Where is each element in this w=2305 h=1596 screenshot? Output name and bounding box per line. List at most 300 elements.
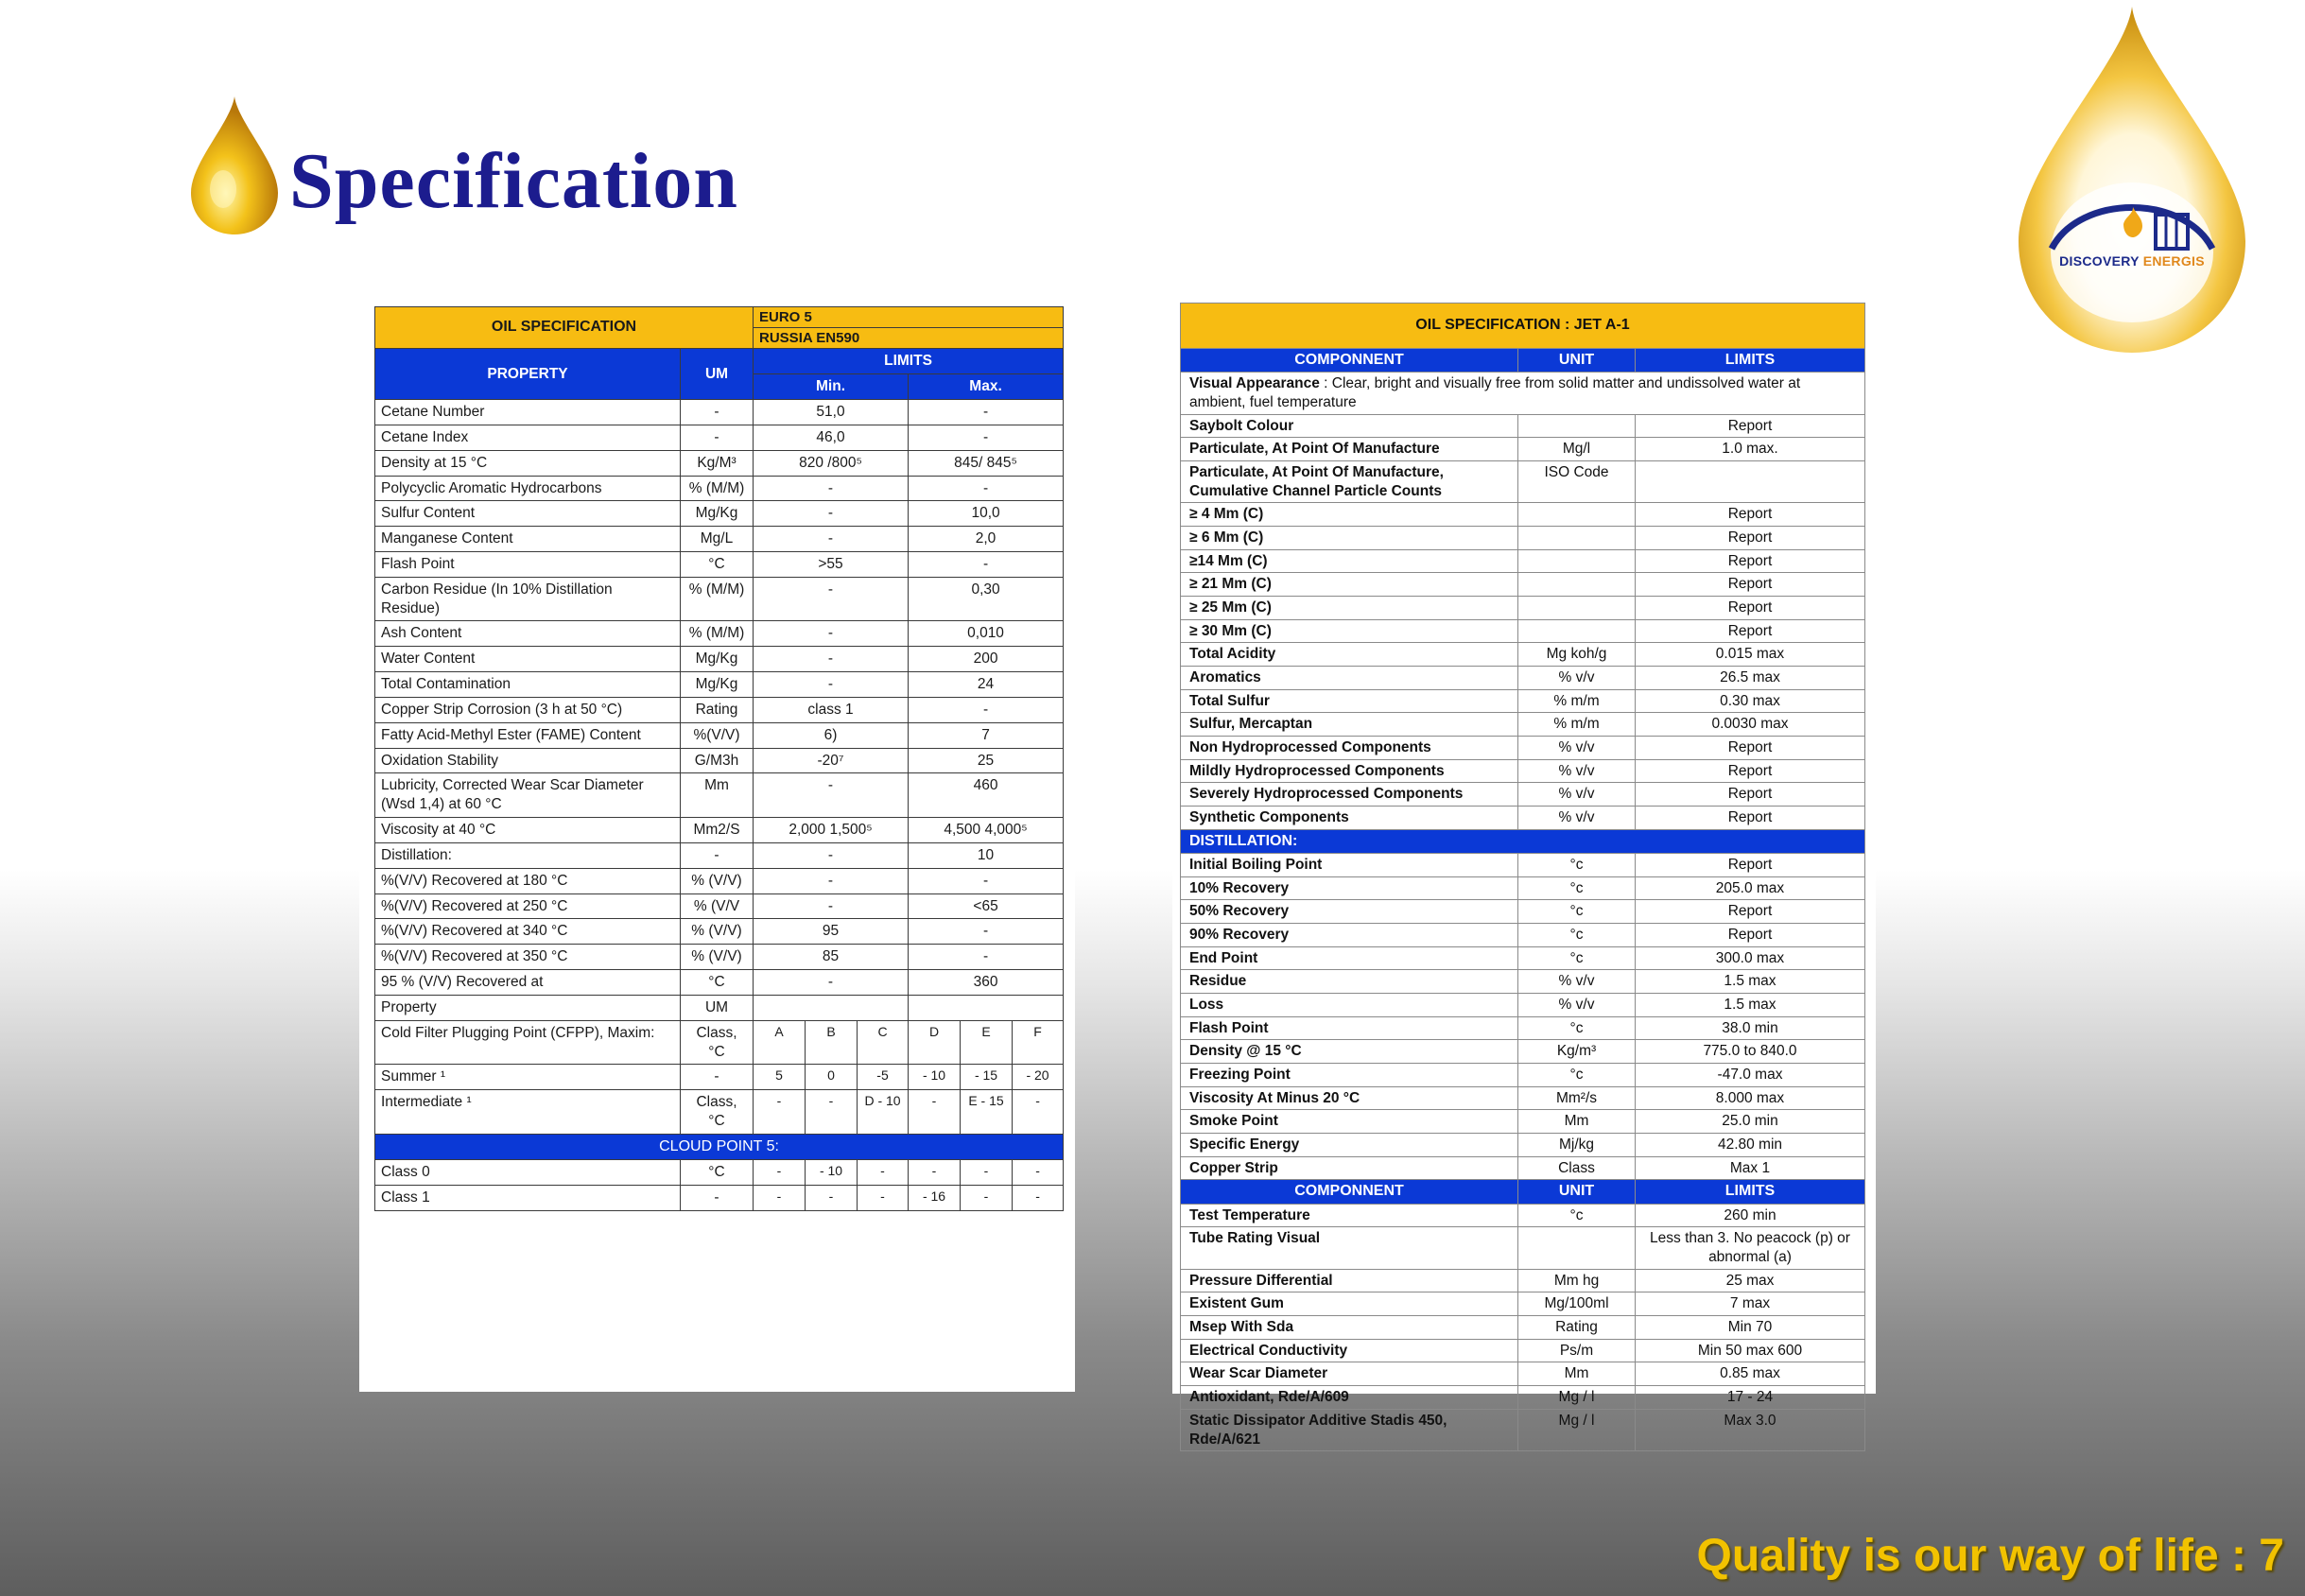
table-row (1181, 527, 1865, 550)
property-cell: Class 0 (375, 1160, 681, 1186)
class-value-cell: - 15 (961, 1065, 1013, 1090)
max-cell: 845/ 845⁵ (909, 450, 1064, 476)
footer-tagline: Quality is our way of life : 7 (1696, 1531, 2284, 1581)
table-row (1181, 597, 1865, 620)
min-cell: - (754, 476, 909, 501)
limits-cell: Report (1636, 807, 1865, 830)
property-cell: Ash Content (375, 621, 681, 647)
min-cell: >55 (754, 552, 909, 578)
table-row (1181, 1204, 1865, 1227)
um-cell: - (681, 400, 754, 425)
limits-cell: 17 - 24 (1636, 1386, 1865, 1410)
component-cell: Aromatics (1181, 667, 1518, 690)
class-value-cell: - (806, 1090, 858, 1135)
min-cell: 51,0 (754, 400, 909, 425)
component-cell: Test Temperature (1181, 1204, 1518, 1227)
property-cell: Viscosity at 40 °C (375, 818, 681, 843)
unit-cell: °c (1518, 854, 1636, 877)
table-row (375, 476, 1064, 501)
limits-cell: Report (1636, 573, 1865, 597)
table-row (375, 995, 1064, 1020)
component-cell: Synthetic Components (1181, 807, 1518, 830)
table-row (1181, 573, 1865, 597)
max-cell: - (909, 868, 1064, 893)
table-row (375, 842, 1064, 868)
unit-cell (1518, 503, 1636, 527)
table-row (1181, 667, 1865, 690)
table-row (375, 945, 1064, 970)
unit-cell: Mm²/s (1518, 1086, 1636, 1110)
component-cell: Loss (1181, 994, 1518, 1017)
limits-cell: 205.0 max (1636, 876, 1865, 900)
class-row (375, 1065, 1064, 1090)
class-value-cell: - (1013, 1090, 1064, 1135)
component-cell: ≥14 Mm (C) (1181, 549, 1518, 573)
class-value-cell: - 10 (806, 1160, 858, 1186)
table-row (1181, 1292, 1865, 1316)
unit-cell (1518, 573, 1636, 597)
cfpp-row (375, 1020, 1064, 1065)
property-cell: %(V/V) Recovered at 350 °C (375, 945, 681, 970)
um-cell: G/M3h (681, 748, 754, 773)
component-cell: Residue (1181, 970, 1518, 994)
class-header-cell: D (909, 1020, 961, 1065)
limits-cell: Report (1636, 854, 1865, 877)
limits-cell: Less than 3. No peacock (p) or abnormal (a) (1636, 1227, 1865, 1269)
um-cell: Mm2/S (681, 818, 754, 843)
table-row (1181, 643, 1865, 667)
unit-cell: Mm hg (1518, 1269, 1636, 1292)
limits-cell: Report (1636, 759, 1865, 783)
min-cell: 46,0 (754, 425, 909, 450)
class-value-cell: - 16 (909, 1186, 961, 1211)
property-cell: Polycyclic Aromatic Hydrocarbons (375, 476, 681, 501)
class-header-cell: A (754, 1020, 806, 1065)
min-cell: - (754, 672, 909, 698)
component-cell: Non Hydroprocessed Components (1181, 737, 1518, 760)
standard-euro5: EURO 5 (754, 307, 1064, 328)
unit-cell (1518, 527, 1636, 550)
limits-cell (1636, 461, 1865, 503)
table-row (375, 970, 1064, 996)
component-cell: Msep With Sda (1181, 1316, 1518, 1340)
unit-cell: % v/v (1518, 807, 1636, 830)
max-cell: 360 (909, 970, 1064, 996)
component-cell: 90% Recovery (1181, 924, 1518, 947)
limits-cell: Report (1636, 783, 1865, 807)
property-cell: %(V/V) Recovered at 340 °C (375, 919, 681, 945)
unit-cell: Mg / l (1518, 1386, 1636, 1410)
table-row (1181, 1040, 1865, 1064)
um-cell: °C (681, 970, 754, 996)
unit-cell: % v/v (1518, 737, 1636, 760)
component-cell: ≥ 6 Mm (C) (1181, 527, 1518, 550)
header-limits: LIMITS (754, 349, 1064, 374)
table-row (375, 621, 1064, 647)
table-row (375, 818, 1064, 843)
component-cell: Antioxidant, Rde/A/609 (1181, 1386, 1518, 1410)
unit-cell (1518, 619, 1636, 643)
unit-cell: °c (1518, 1016, 1636, 1040)
component-cell: Copper Strip (1181, 1156, 1518, 1180)
discovery-energis-logo (2014, 5, 2250, 355)
unit-cell (1518, 549, 1636, 573)
unit-cell (1518, 597, 1636, 620)
limits-cell: Max 1 (1636, 1156, 1865, 1180)
limits-cell: 260 min (1636, 1204, 1865, 1227)
logo-word-discovery: DISCOVERY (2059, 253, 2140, 269)
table-row (375, 400, 1064, 425)
class-header-cell: C (858, 1020, 909, 1065)
standard-russia: RUSSIA EN590 (754, 328, 1064, 349)
limits-cell: 1.5 max (1636, 994, 1865, 1017)
limits-cell: Max 3.0 (1636, 1409, 1865, 1450)
limits-cell: Report (1636, 900, 1865, 924)
unit-cell: °c (1518, 900, 1636, 924)
component-cell: Flash Point (1181, 1016, 1518, 1040)
um-cell: Class, °C (681, 1020, 754, 1065)
class-value-cell: - (754, 1160, 806, 1186)
table-row (1181, 1134, 1865, 1157)
min-cell: -20⁷ (754, 748, 909, 773)
unit-cell: Rating (1518, 1316, 1636, 1340)
class-value-cell: - (754, 1186, 806, 1211)
class-value-cell: - (1013, 1186, 1064, 1211)
component-cell: ≥ 4 Mm (C) (1181, 503, 1518, 527)
limits-cell: Report (1636, 527, 1865, 550)
max-cell: 24 (909, 672, 1064, 698)
component-cell: Saybolt Colour (1181, 414, 1518, 438)
property-cell: Cetane Index (375, 425, 681, 450)
component-cell: Freezing Point (1181, 1064, 1518, 1087)
limits-cell: Report (1636, 924, 1865, 947)
min-cell: 85 (754, 945, 909, 970)
class-value-cell: D - 10 (858, 1090, 909, 1135)
property-cell: Class 1 (375, 1186, 681, 1211)
limits-cell: Report (1636, 503, 1865, 527)
table-row (375, 722, 1064, 748)
table-row (1181, 1064, 1865, 1087)
limits-cell: 775.0 to 840.0 (1636, 1040, 1865, 1064)
table-row (1181, 1409, 1865, 1450)
unit-cell: Mg koh/g (1518, 643, 1636, 667)
class-header-cell: F (1013, 1020, 1064, 1065)
max-cell: 460 (909, 773, 1064, 818)
max-cell: 4,500 4,000⁵ (909, 818, 1064, 843)
component-cell: Smoke Point (1181, 1110, 1518, 1134)
header-limits: LIMITS (1636, 349, 1865, 373)
limits-cell: 26.5 max (1636, 667, 1865, 690)
property-cell: Cetane Number (375, 400, 681, 425)
limits-cell: 25.0 min (1636, 1110, 1865, 1134)
table-row (375, 868, 1064, 893)
um-cell: Mm (681, 773, 754, 818)
class-value-cell: -5 (858, 1065, 909, 1090)
table-row (1181, 1362, 1865, 1386)
property-cell: Sulfur Content (375, 501, 681, 527)
header-row (375, 349, 1064, 374)
component-cell: Particulate, At Point Of Manufacture, Cumulative Channel Particle Counts (1181, 461, 1518, 503)
component-cell: Wear Scar Diameter (1181, 1362, 1518, 1386)
min-cell: - (754, 970, 909, 996)
table-row (375, 425, 1064, 450)
max-cell: - (909, 552, 1064, 578)
table-row (1181, 737, 1865, 760)
class-value-cell: - 10 (909, 1065, 961, 1090)
component-cell: ≥ 21 Mm (C) (1181, 573, 1518, 597)
component-cell: ≥ 30 Mm (C) (1181, 619, 1518, 643)
component-cell: End Point (1181, 946, 1518, 970)
unit-cell: °c (1518, 876, 1636, 900)
table-row (1181, 1227, 1865, 1269)
um-cell: - (681, 1186, 754, 1211)
limits-cell: 7 max (1636, 1292, 1865, 1316)
unit-cell: Mm (1518, 1362, 1636, 1386)
component-cell: Severely Hydroprocessed Components (1181, 783, 1518, 807)
limits-cell: 0.0030 max (1636, 713, 1865, 737)
table-row (375, 552, 1064, 578)
table-row (1181, 461, 1865, 503)
max-cell: <65 (909, 893, 1064, 919)
table-row (1181, 619, 1865, 643)
limits-cell: -47.0 max (1636, 1064, 1865, 1087)
limits-cell: 0.30 max (1636, 689, 1865, 713)
cloud-point-label: CLOUD POINT 5: (375, 1134, 1064, 1159)
um-cell: % (M/M) (681, 621, 754, 647)
page-title: Specification (289, 137, 738, 225)
component-cell: Specific Energy (1181, 1134, 1518, 1157)
table-row (375, 501, 1064, 527)
class-header-cell: E (961, 1020, 1013, 1065)
class-value-cell: - 20 (1013, 1065, 1064, 1090)
property-cell: Water Content (375, 647, 681, 672)
component-cell: Total Sulfur (1181, 689, 1518, 713)
min-cell: - (754, 527, 909, 552)
spec-label: OIL SPECIFICATION (375, 307, 754, 349)
um-cell: %(V/V) (681, 722, 754, 748)
max-cell: 0,010 (909, 621, 1064, 647)
class-value-cell: - (1013, 1160, 1064, 1186)
euro5-spec-table (374, 306, 1064, 1211)
header-unit: UNIT (1518, 349, 1636, 373)
header-min: Min. (754, 374, 909, 400)
um-cell: % (M/M) (681, 577, 754, 621)
min-cell: 6) (754, 722, 909, 748)
header-limits: LIMITS (1636, 1180, 1865, 1204)
class-value-cell: E - 15 (961, 1090, 1013, 1135)
table-row (375, 748, 1064, 773)
unit-cell (1518, 414, 1636, 438)
min-cell: - (754, 893, 909, 919)
max-cell (909, 995, 1064, 1020)
um-cell: - (681, 842, 754, 868)
unit-cell: Mg / l (1518, 1409, 1636, 1450)
component-cell: Mildly Hydroprocessed Components (1181, 759, 1518, 783)
um-cell: Kg/M³ (681, 450, 754, 476)
table-row (375, 697, 1064, 722)
limits-cell: Min 70 (1636, 1316, 1865, 1340)
um-cell: % (V/V) (681, 919, 754, 945)
max-cell: - (909, 425, 1064, 450)
class-value-cell: - (806, 1186, 858, 1211)
property-cell: Copper Strip Corrosion (3 h at 50 °C) (375, 697, 681, 722)
min-cell: - (754, 868, 909, 893)
max-cell: 7 (909, 722, 1064, 748)
um-cell: Class, °C (681, 1090, 754, 1135)
unit-cell: % v/v (1518, 667, 1636, 690)
table-row (1181, 1156, 1865, 1180)
header-max: Max. (909, 374, 1064, 400)
max-cell: - (909, 919, 1064, 945)
limits-cell: 25 max (1636, 1269, 1865, 1292)
jet-header-row-2 (1181, 1180, 1865, 1204)
max-cell: 10,0 (909, 501, 1064, 527)
um-cell: % (M/M) (681, 476, 754, 501)
property-cell: Fatty Acid-Methyl Ester (FAME) Content (375, 722, 681, 748)
limits-cell: Report (1636, 597, 1865, 620)
unit-cell: % v/v (1518, 759, 1636, 783)
table-row (1181, 1316, 1865, 1340)
component-cell: Initial Boiling Point (1181, 854, 1518, 877)
table-row (375, 527, 1064, 552)
table-row (375, 893, 1064, 919)
table-row (375, 450, 1064, 476)
table-row (1181, 549, 1865, 573)
unit-cell: % m/m (1518, 689, 1636, 713)
component-cell: Existent Gum (1181, 1292, 1518, 1316)
unit-cell: Class (1518, 1156, 1636, 1180)
property-cell: Property (375, 995, 681, 1020)
unit-cell: Mj/kg (1518, 1134, 1636, 1157)
table-row (1181, 414, 1865, 438)
property-cell: Intermediate ¹ (375, 1090, 681, 1135)
logo-wordmark (2037, 253, 2227, 269)
property-cell: Flash Point (375, 552, 681, 578)
limits-cell: 42.80 min (1636, 1134, 1865, 1157)
max-cell: - (909, 476, 1064, 501)
property-cell: 95 % (V/V) Recovered at (375, 970, 681, 996)
min-cell: - (754, 773, 909, 818)
limits-cell: 300.0 max (1636, 946, 1865, 970)
max-cell: 2,0 (909, 527, 1064, 552)
table-row (1181, 1386, 1865, 1410)
jet-a1-spec-panel (1172, 295, 1876, 1448)
um-cell: % (V/V) (681, 945, 754, 970)
table-row (1181, 1086, 1865, 1110)
limits-cell: Report (1636, 619, 1865, 643)
distillation-label: DISTILLATION: (1181, 829, 1865, 853)
limits-cell: Min 50 max 600 (1636, 1339, 1865, 1362)
unit-cell: °c (1518, 946, 1636, 970)
component-cell: Pressure Differential (1181, 1269, 1518, 1292)
class-value-cell: - (909, 1160, 961, 1186)
limits-cell: 0.85 max (1636, 1362, 1865, 1386)
component-cell: 10% Recovery (1181, 876, 1518, 900)
limits-cell: 38.0 min (1636, 1016, 1865, 1040)
limits-cell: 1.0 max. (1636, 438, 1865, 461)
unit-cell: °c (1518, 924, 1636, 947)
jet-spec-label: OIL SPECIFICATION : JET A-1 (1181, 304, 1865, 349)
component-cell: Particulate, At Point Of Manufacture (1181, 438, 1518, 461)
um-cell: % (V/V) (681, 868, 754, 893)
distillation-band (1181, 829, 1865, 853)
property-cell: Lubricity, Corrected Wear Scar Diameter (Wsd 1,4) at 60 °C (375, 773, 681, 818)
class-value-cell: - (858, 1160, 909, 1186)
table-row (1181, 713, 1865, 737)
table-row (1181, 924, 1865, 947)
unit-cell: Kg/m³ (1518, 1040, 1636, 1064)
property-cell: Oxidation Stability (375, 748, 681, 773)
visual-appearance-text: : Clear, bright and visually free from solid matter and undissolved water at ambient, fuel temperature (1189, 375, 1801, 410)
property-cell: Distillation: (375, 842, 681, 868)
property-cell: Summer ¹ (375, 1065, 681, 1090)
table-row (1181, 689, 1865, 713)
min-cell: 95 (754, 919, 909, 945)
min-cell: 820 /800⁵ (754, 450, 909, 476)
unit-cell: Mg/l (1518, 438, 1636, 461)
table-row (1181, 503, 1865, 527)
header-unit: UNIT (1518, 1180, 1636, 1204)
component-cell: Tube Rating Visual (1181, 1227, 1518, 1269)
max-cell: 0,30 (909, 577, 1064, 621)
limits-cell: Report (1636, 549, 1865, 573)
um-cell: - (681, 425, 754, 450)
unit-cell: % v/v (1518, 994, 1636, 1017)
component-cell: Electrical Conductivity (1181, 1339, 1518, 1362)
header-component: COMPONNENT (1181, 349, 1518, 373)
max-cell: 200 (909, 647, 1064, 672)
jet-header-row (1181, 349, 1865, 373)
table-row (375, 672, 1064, 698)
limits-cell: 8.000 max (1636, 1086, 1865, 1110)
unit-cell (1518, 1227, 1636, 1269)
property-cell: %(V/V) Recovered at 250 °C (375, 893, 681, 919)
property-cell: %(V/V) Recovered at 180 °C (375, 868, 681, 893)
header-component: COMPONNENT (1181, 1180, 1518, 1204)
component-cell: Viscosity At Minus 20 °C (1181, 1086, 1518, 1110)
table-row (1181, 783, 1865, 807)
min-cell: - (754, 842, 909, 868)
component-cell: Total Acidity (1181, 643, 1518, 667)
property-cell: Density at 15 °C (375, 450, 681, 476)
max-cell: 10 (909, 842, 1064, 868)
class-row (375, 1090, 1064, 1135)
min-cell: 2,000 1,500⁵ (754, 818, 909, 843)
visual-appearance-label: Visual Appearance (1189, 375, 1320, 392)
table-row (375, 577, 1064, 621)
unit-cell: Ps/m (1518, 1339, 1636, 1362)
limits-cell: 0.015 max (1636, 643, 1865, 667)
table-row (375, 919, 1064, 945)
um-cell: °C (681, 552, 754, 578)
property-cell: Cold Filter Plugging Point (CFPP), Maxim: (375, 1020, 681, 1065)
euro5-spec-panel (359, 293, 1075, 1392)
table-row (375, 647, 1064, 672)
um-cell: - (681, 1065, 754, 1090)
table-row (1181, 876, 1865, 900)
jet-a1-spec-table (1180, 303, 1865, 1451)
min-cell: class 1 (754, 697, 909, 722)
unit-cell: % v/v (1518, 783, 1636, 807)
visual-appearance-cell (1181, 373, 1865, 414)
min-cell (754, 995, 909, 1020)
table-row (1181, 994, 1865, 1017)
logo-word-energis: ENERGIS (2142, 253, 2205, 269)
min-cell: - (754, 621, 909, 647)
table-row (1181, 807, 1865, 830)
class-value-cell: - (961, 1186, 1013, 1211)
class-value-cell: 5 (754, 1065, 806, 1090)
